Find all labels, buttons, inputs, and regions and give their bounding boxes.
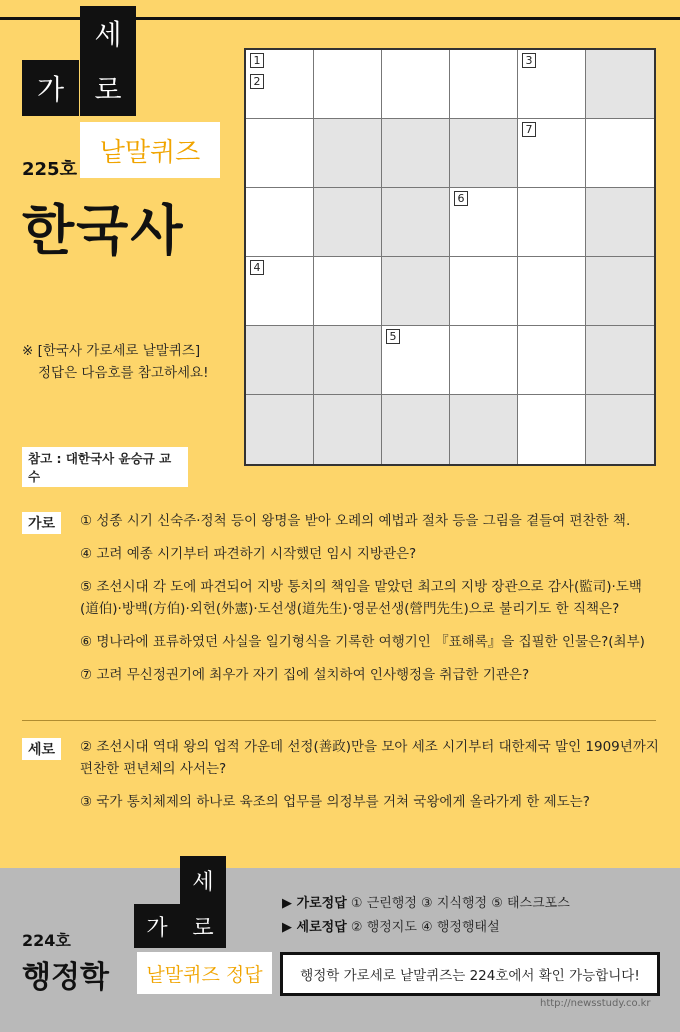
down-label: 세로: [22, 738, 61, 760]
across-clue: ④ 고려 예종 시기부터 파견하기 시작했던 임시 지방관은?: [80, 546, 417, 562]
grid-cell[interactable]: [586, 188, 654, 257]
crossword-grid: [244, 48, 656, 466]
logo-ro: 로: [94, 73, 122, 106]
grid-cell[interactable]: [382, 395, 450, 464]
grid-cell[interactable]: [382, 326, 450, 395]
clue-number: 3: [522, 53, 536, 68]
clue-number: 4: [250, 260, 264, 275]
across-answers-label: ▶ 가로정답: [282, 896, 347, 911]
grid-cell[interactable]: [450, 257, 518, 326]
logo-se-box: [80, 6, 136, 60]
grid-cell[interactable]: [314, 326, 382, 395]
reference-credit: 참고 : 대한국사 윤승규 교수: [22, 447, 188, 487]
grid-cell[interactable]: [518, 257, 586, 326]
footer-logo-se-box: [180, 856, 226, 904]
quiz-tag: 낱말퀴즈: [80, 122, 220, 178]
clue-number: 7: [522, 122, 536, 137]
grid-cell[interactable]: [382, 119, 450, 188]
down-answers: ② 행정지도 ④ 행정행태설: [350, 920, 500, 935]
across-clue: ⑤ 조선시대 각 도에 파견되어 지방 통치의 책임을 맡았던 최고의 지방 장관으로 감사(監司)·도백(道伯)·방백(方伯)·외헌(外憲)·도선생(道先生)·영문선생(營門先生)으로 불리기도 한 직책은?: [80, 579, 642, 617]
grid-cell[interactable]: [518, 50, 586, 119]
subject-title: 한국사: [22, 199, 185, 262]
grid-cell[interactable]: [382, 188, 450, 257]
across-answers: ① 근린행정 ③ 지식행정 ⑤ 태스크포스: [350, 896, 570, 911]
grid-cell[interactable]: [382, 50, 450, 119]
grid-cell[interactable]: [450, 326, 518, 395]
grid-cell[interactable]: [586, 119, 654, 188]
grid-cell[interactable]: [586, 326, 654, 395]
answer-note-line1: ※ [한국사 가로세로 낱말퀴즈]: [22, 343, 201, 359]
footer-subject: 행정학: [22, 960, 109, 995]
grid-cell[interactable]: [450, 188, 518, 257]
grid-cell[interactable]: [246, 395, 314, 464]
grid-cell[interactable]: [586, 50, 654, 119]
grid-cell[interactable]: [518, 326, 586, 395]
issue-number: 225호: [22, 159, 77, 180]
down-clues: [80, 736, 660, 824]
confirm-banner: [280, 952, 660, 996]
footer-issue: 224호: [22, 931, 71, 950]
grid-cell[interactable]: [518, 188, 586, 257]
grid-cell[interactable]: [586, 395, 654, 464]
grid-cell[interactable]: [586, 257, 654, 326]
grid-cell[interactable]: [450, 50, 518, 119]
logo-ga-box: [22, 60, 79, 116]
across-clue: ⑦ 고려 무신정권기에 최우가 자기 집에 설치하여 인사행정을 취급한 기관은?: [80, 667, 530, 683]
grid-cell[interactable]: [382, 257, 450, 326]
grid-cell[interactable]: [246, 188, 314, 257]
down-clue: ③ 국가 통치체제의 하나로 육조의 업무를 의정부를 거쳐 국왕에게 올라가게 한 제도는?: [80, 794, 590, 810]
grid-cell[interactable]: [246, 50, 314, 119]
grid-cell[interactable]: [450, 395, 518, 464]
clue-divider: [22, 720, 656, 721]
answer-note-line2: 정답은 다음호를 참고하세요!: [38, 365, 209, 381]
grid-cell[interactable]: [314, 395, 382, 464]
footer-logo-se: 세: [192, 869, 214, 895]
down-clue: ② 조선시대 역대 왕의 업적 가운데 선정(善政)만을 모아 세조 시기부터 대한제국 말인 1909년까지 편찬한 편년체의 사서는?: [80, 739, 659, 777]
grid-cell[interactable]: [518, 395, 586, 464]
footer-logo-ga: 가: [146, 915, 168, 941]
clue-number: 1: [250, 53, 264, 68]
down-answers-line: [282, 916, 500, 935]
watermark-url: http://newsstudy.co.kr: [540, 998, 651, 1009]
grid-cell[interactable]: [246, 326, 314, 395]
grid-cell[interactable]: [314, 257, 382, 326]
answer-note: [22, 340, 209, 384]
grid-cell[interactable]: [246, 257, 314, 326]
logo-ro-box: [80, 60, 136, 116]
footer-logo-ga-box: [134, 904, 180, 948]
grid-cell[interactable]: [314, 50, 382, 119]
grid-cell[interactable]: [450, 119, 518, 188]
footer-quiz-tag: 낱말퀴즈 정답: [137, 952, 272, 994]
clue-number: 6: [454, 191, 468, 206]
logo-ga: 가: [36, 73, 65, 106]
across-label: 가로: [22, 512, 61, 534]
logo-se: 세: [94, 18, 122, 51]
across-answers-line: [282, 892, 570, 911]
confirm-text: 행정학 가로세로 낱말퀴즈는 224호에서 확인 가능합니다!: [300, 968, 640, 984]
across-clue: ① 성종 시기 신숙주·정척 등이 왕명을 받아 오례의 예법과 절차 등을 그림을 곁들여 편찬한 책.: [80, 513, 631, 529]
grid-cell[interactable]: [246, 119, 314, 188]
footer-logo-ro-box: [180, 904, 226, 948]
down-answers-label: ▶ 세로정답: [282, 920, 347, 935]
across-clues: [80, 510, 660, 697]
across-clue: ⑥ 명나라에 표류하였던 사실을 일기형식을 기록한 여행기인 『표해록』을 집필한 인물은?(최부): [80, 634, 645, 650]
footer-logo-ro: 로: [192, 915, 214, 941]
clue-number: 5: [386, 329, 400, 344]
clue-number: 2: [250, 74, 264, 89]
grid-cell[interactable]: [314, 188, 382, 257]
grid-cell[interactable]: [314, 119, 382, 188]
grid-cell[interactable]: [518, 119, 586, 188]
